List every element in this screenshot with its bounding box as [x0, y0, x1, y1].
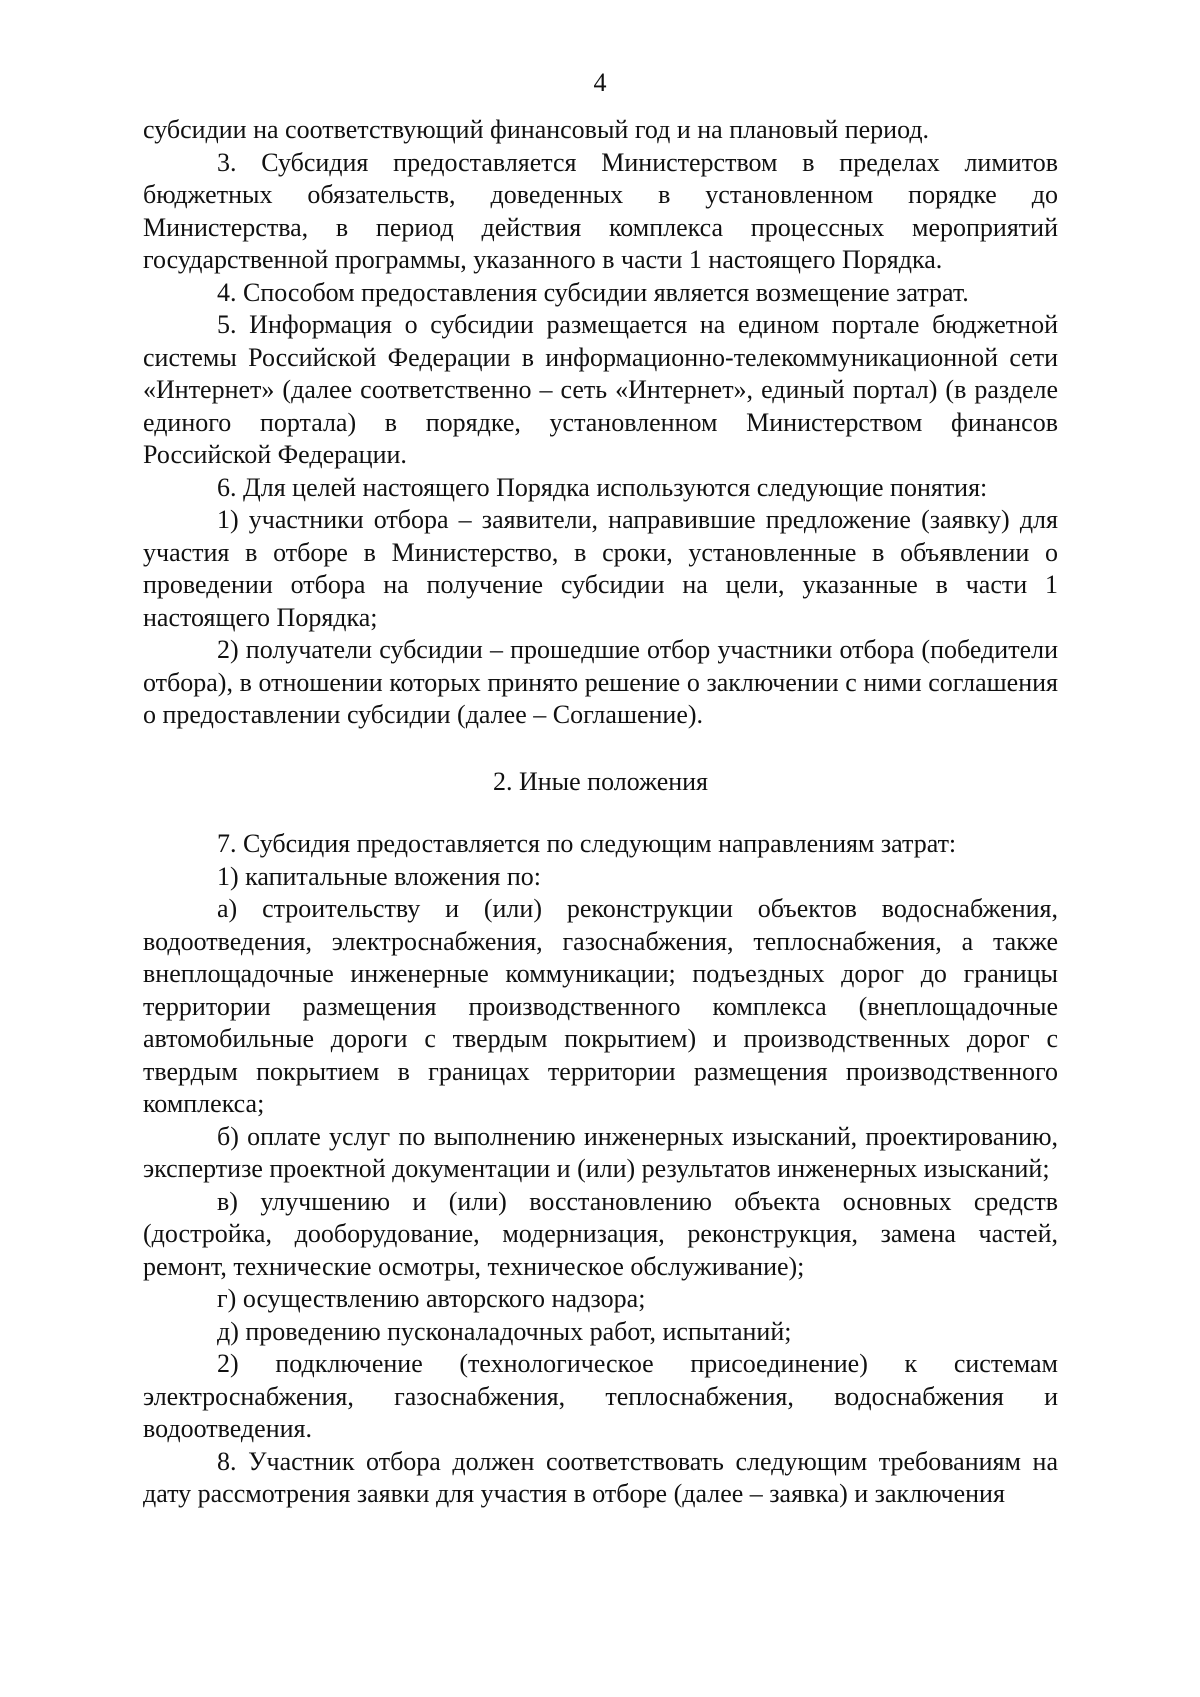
paragraph-subitem-7-1: 1) капитальные вложения по: — [217, 861, 541, 891]
page-number: 4 — [593, 68, 607, 97]
paragraph-item-8: 8. Участник отбора должен соответствовать следующим требованиям на дату рассмотрения заявки для участия в отборе (далее – заявка) и заключения — [143, 1446, 1058, 1508]
section-heading: 2. Иные положения — [492, 766, 709, 796]
paragraph-item-7: 7. Субсидия предоставляется по следующим направлениям затрат: — [217, 829, 957, 858]
paragraph-subitem-6-1: 1) участники отбора – заявители, направившие предложение (заявку) для участия в отборе в Министерство, в сроки, установленные в объявлении о проведении отбора на получение субсидии на цели, указанные в части 1 настоящего Порядка; — [143, 505, 1058, 632]
paragraph-subitem-7-1-v: в) улучшению и (или) восстановлению объекта основных средств (достройка, дооборудование, модернизация, реконструкция, замена частей, ремонт, технические осмотры, техническое обслуживание); — [143, 1186, 1058, 1281]
document-body — [143, 114, 1058, 1511]
paragraph-item-5: 5. Информация о субсидии размещается на едином портале бюджетной системы Российской Федерации в информационно-телекоммуникационной сети «Интернет» (далее соответственно – сеть «Интернет», единый портал) (в разделе единого портала) в порядке, установленном Министерством финансов Российской Федерации. — [143, 310, 1058, 469]
paragraph-subitem-6-2: 2) получатели субсидии – прошедшие отбор участники отбора (победители отбора), в отношении которых принято решение о заключении с ними соглашения о предоставлении субсидии (далее – Соглашение). — [143, 635, 1058, 729]
paragraph-continuation: субсидии на соответствующий финансовый год и на плановый период. — [143, 115, 930, 144]
paragraph-item-6: 6. Для целей настоящего Порядка используются следующие понятия: — [217, 472, 988, 502]
paragraph-item-4: 4. Способом предоставления субсидии является возмещение затрат. — [217, 277, 969, 307]
paragraph-subitem-7-1-d: д) проведению пусконаладочных работ, испытаний; — [217, 1316, 792, 1346]
paragraph-subitem-7-2: 2) подключение (технологическое присоединение) к системам электроснабжения, газоснабжения, теплоснабжения, водоснабжения и водоотведения. — [143, 1349, 1058, 1443]
paragraph-subitem-7-1-a: а) строительству и (или) реконструкции объектов водоснабжения, водоотведения, электроснабжения, газоснабжения, теплоснабжения, а также внеплощадочные инженерные коммуникации; подъездных дорог до границы территории размещения производственного комплекса (внеплощадочные автомобильные дороги с твердым покрытием) и производственных дорог с твердым покрытием в границах территории размещения производственного комплекса; — [143, 894, 1058, 1118]
paragraph-subitem-7-1-g: г) осуществлению авторского надзора; — [217, 1284, 646, 1313]
paragraph-subitem-7-1-b: б) оплате услуг по выполнению инженерных изысканий, проектированию, экспертизе проектной документации и (или) результатов инженерных изысканий; — [143, 1121, 1058, 1183]
paragraph-item-3: 3. Субсидия предоставляется Министерством в пределах лимитов бюджетных обязательств, доведенных в установленном порядке до Министерства, в период действия комплекса процессных мероприятий государственной программы, указанного в части 1 настоящего Порядка. — [143, 147, 1058, 274]
